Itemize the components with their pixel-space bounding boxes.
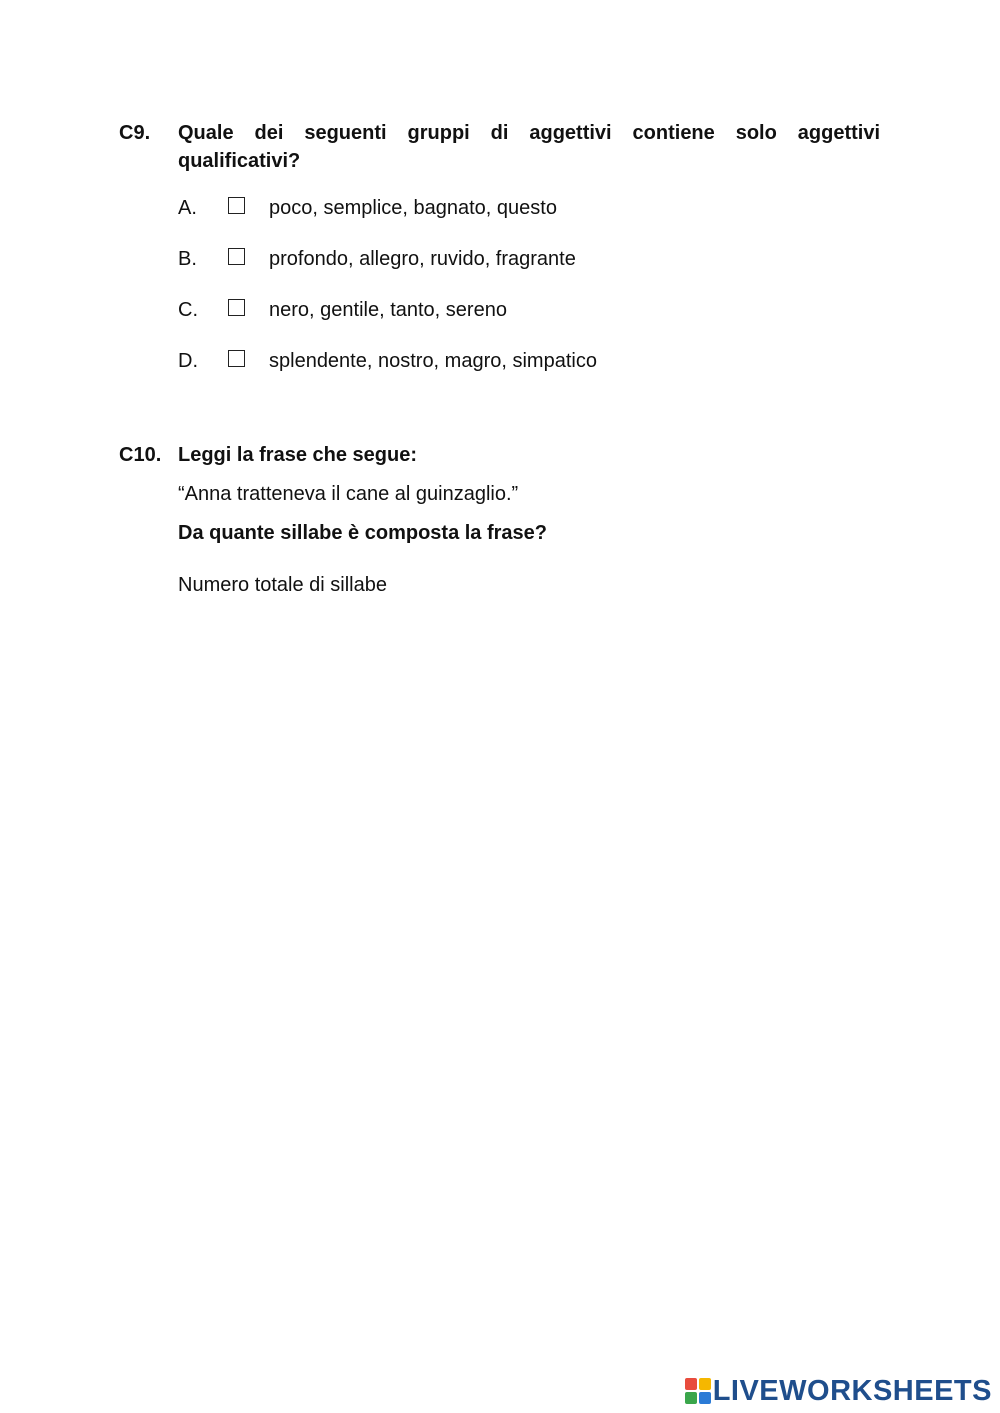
checkbox-c[interactable] <box>228 299 245 316</box>
option-letter: A. <box>178 196 197 219</box>
option-c[interactable] <box>178 295 507 325</box>
option-text: splendente, nostro, magro, simpatico <box>269 349 597 372</box>
answer-label: Numero totale di sillabe <box>178 574 387 596</box>
logo-text: LIVEWORKSHEETS <box>712 1375 992 1407</box>
logo-mark-icon <box>685 1378 711 1404</box>
option-text: poco, semplice, bagnato, questo <box>269 196 557 219</box>
option-text: nero, gentile, tanto, sereno <box>269 298 507 321</box>
liveworksheets-logo <box>685 1375 992 1407</box>
checkbox-b[interactable] <box>228 248 245 265</box>
option-b[interactable] <box>178 244 576 274</box>
option-d[interactable] <box>178 346 597 376</box>
question-number-c9: C9. <box>119 122 151 144</box>
question-prompt-c10: Leggi la frase che segue: <box>178 444 417 466</box>
question-number-c10: C10. <box>119 444 162 466</box>
checkbox-a[interactable] <box>228 197 245 214</box>
option-letter: C. <box>178 298 198 321</box>
option-a[interactable] <box>178 193 557 223</box>
question-text-c9: Quale dei seguenti gruppi di aggettivi contiene solo aggettivi qualificativi? <box>178 122 880 172</box>
checkbox-d[interactable] <box>228 350 245 367</box>
syllable-count-input[interactable] <box>420 571 514 599</box>
option-letter: D. <box>178 349 198 372</box>
option-text: profondo, allegro, ruvido, fragrante <box>269 247 576 270</box>
option-letter: B. <box>178 247 197 270</box>
quoted-sentence: “Anna tratteneva il cane al guinzaglio.” <box>178 483 519 505</box>
question-text-c10: Da quante sillabe è composta la frase? <box>178 522 548 544</box>
